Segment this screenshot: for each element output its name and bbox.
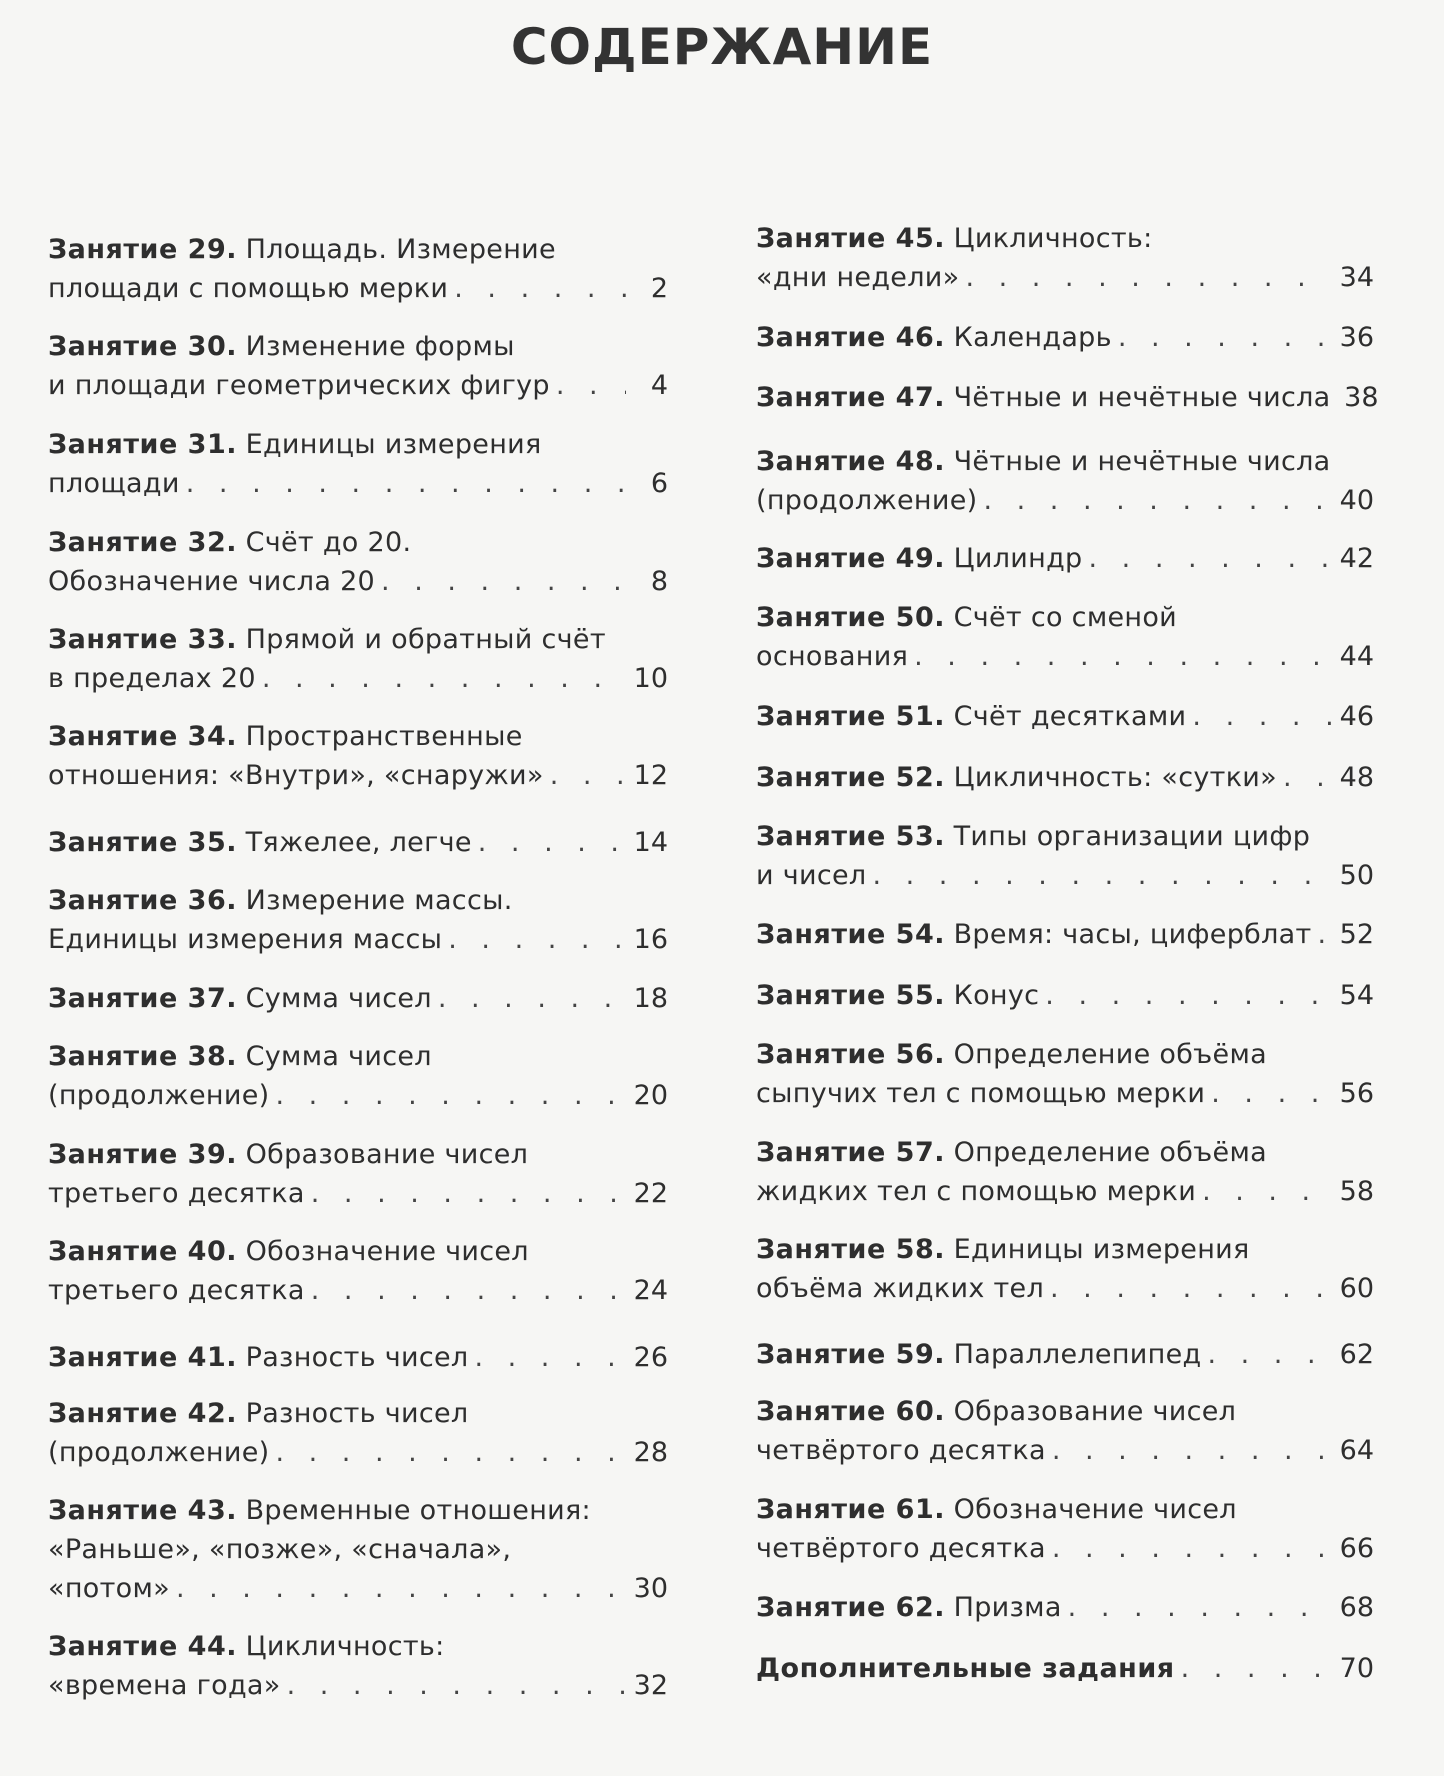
entry-title: Единицы измерения — [953, 1234, 1250, 1265]
entry-title: Временные отношения: — [245, 1495, 591, 1526]
toc-entry[interactable] — [756, 758, 1374, 797]
entry-page-number: 28 — [633, 1437, 668, 1468]
entry-page-number: 6 — [650, 468, 668, 499]
entry-title-continued: объёма жидких тел — [756, 1273, 1045, 1304]
leader-dots — [1202, 1172, 1332, 1211]
entry-line — [48, 979, 668, 1018]
entry-title: Сумма чисел — [245, 1041, 432, 1072]
leader-dots — [186, 464, 626, 503]
leader-dots — [474, 1338, 626, 1377]
entry-line — [48, 717, 668, 756]
entry-label: Занятие 39. — [48, 1139, 238, 1170]
entry-line — [48, 1076, 668, 1115]
toc-entry[interactable] — [756, 1649, 1374, 1688]
leader-dots — [438, 979, 626, 1018]
entry-title-continued: Обозначение числа 20 — [48, 566, 376, 597]
entry-label: Занятие 30. — [48, 331, 238, 362]
toc-entry[interactable] — [48, 1627, 668, 1705]
entry-title: Цикличность: «сутки» — [953, 762, 1277, 793]
entry-page-number: 26 — [633, 1342, 668, 1373]
leader-dots — [1088, 539, 1332, 578]
entry-page-number: 58 — [1339, 1176, 1374, 1207]
entry-label: Занятие 35. — [48, 827, 238, 858]
entry-label: Занятие 62. — [756, 1592, 946, 1623]
entry-line — [48, 1135, 668, 1174]
entry-line — [756, 915, 1374, 954]
entry-label: Занятие 60. — [756, 1396, 946, 1427]
toc-entry[interactable] — [48, 1037, 668, 1115]
entry-line — [48, 1338, 668, 1377]
toc-entry[interactable] — [756, 1490, 1374, 1568]
entry-line — [48, 1530, 668, 1569]
leader-dots — [550, 756, 626, 795]
toc-entry[interactable] — [48, 823, 668, 862]
entry-page-number: 42 — [1339, 543, 1374, 574]
entry-title-continued: четвёртого десятка — [756, 1435, 1046, 1466]
entry-label: Занятие 55. — [756, 980, 946, 1011]
entry-label: Занятие 54. — [756, 919, 946, 950]
entry-title: Прямой и обратный счёт — [245, 624, 606, 655]
toc-entry[interactable] — [756, 915, 1374, 954]
leader-dots — [176, 1569, 626, 1608]
leader-dots — [1181, 1649, 1332, 1688]
entry-title-continued: (продолжение) — [48, 1437, 270, 1468]
entry-line — [48, 881, 668, 920]
entry-title-continued: «дни недели» — [756, 262, 960, 293]
entry-page-number: 68 — [1339, 1592, 1374, 1623]
entry-line — [48, 1433, 668, 1472]
entry-label: Занятие 48. — [756, 446, 946, 477]
entry-label: Занятие 44. — [48, 1631, 238, 1662]
entry-page-number: 16 — [633, 924, 668, 955]
entry-page-number: 32 — [633, 1670, 668, 1701]
entry-line — [756, 758, 1374, 797]
entry-line — [756, 1588, 1374, 1627]
entry-title: Чётные и нечётные числа — [953, 382, 1331, 413]
entry-line — [756, 1431, 1374, 1470]
entry-title: Изменение формы — [245, 331, 515, 362]
toc-entry[interactable] — [756, 697, 1374, 736]
entry-label: Занятие 49. — [756, 543, 946, 574]
entry-title-continued: (продолжение) — [48, 1080, 270, 1111]
entry-title: Образование чисел — [953, 1396, 1237, 1427]
entry-line — [48, 1394, 668, 1433]
entry-label: Занятие 37. — [48, 983, 238, 1014]
entry-page-number: 30 — [633, 1573, 668, 1604]
entry-title: Пространственные — [245, 721, 523, 752]
entry-title-continued: и площади геометрических фигур — [48, 370, 550, 401]
entry-page-number: 2 — [650, 273, 668, 304]
toc-entry[interactable] — [48, 1394, 668, 1472]
entry-label: Занятие 53. — [756, 821, 946, 852]
entry-page-number: 54 — [1339, 980, 1374, 1011]
entry-page-number: 10 — [633, 663, 668, 694]
entry-line — [756, 1269, 1374, 1308]
leader-dots — [454, 269, 626, 308]
entry-label: Занятие 51. — [756, 701, 946, 732]
entry-title-continued: в пределах 20 — [48, 663, 256, 694]
entry-line — [756, 1649, 1374, 1688]
entry-line — [48, 562, 668, 601]
toc-entry[interactable] — [48, 230, 668, 308]
entry-line — [756, 856, 1374, 895]
leader-dots — [965, 258, 1332, 297]
entry-page-number: 66 — [1339, 1533, 1374, 1564]
entry-page-number: 40 — [1339, 485, 1374, 516]
entry-label: Занятие 41. — [48, 1342, 238, 1373]
entry-page-number: 14 — [633, 827, 668, 858]
leader-dots — [1118, 318, 1332, 357]
toc-entry[interactable] — [48, 327, 668, 405]
entry-page-number: 36 — [1339, 322, 1374, 353]
toc-entry[interactable] — [756, 1035, 1374, 1113]
entry-title-continued: площади с помощью мерки — [48, 273, 449, 304]
toc-entry[interactable] — [48, 717, 668, 795]
entry-line — [756, 258, 1374, 297]
entry-title: Цикличность: — [245, 1631, 445, 1662]
entry-label: Занятие 50. — [756, 602, 946, 633]
entry-page-number: 38 — [1344, 382, 1379, 413]
entry-label: Занятие 31. — [48, 429, 238, 460]
toc-entry[interactable] — [48, 1491, 668, 1608]
leader-dots — [1283, 758, 1332, 797]
entry-line — [756, 1074, 1374, 1113]
entry-line — [48, 230, 668, 269]
entry-label: Занятие 29. — [48, 234, 238, 265]
entry-page-number: 44 — [1339, 641, 1374, 672]
entry-title: Цикличность: — [953, 223, 1153, 254]
toc-entry[interactable] — [48, 1338, 668, 1377]
entry-label: Занятие 61. — [756, 1494, 946, 1525]
entry-label: Занятие 59. — [756, 1339, 946, 1370]
entry-page-number: 20 — [633, 1080, 668, 1111]
entry-line — [756, 481, 1374, 520]
entry-line — [48, 269, 668, 308]
toc-entry[interactable] — [48, 1135, 668, 1213]
leader-dots — [275, 1076, 626, 1115]
entry-page-number: 34 — [1339, 262, 1374, 293]
entry-title-continued: отношения: «Внутри», «снаружи» — [48, 760, 544, 791]
entry-label: Занятие 36. — [48, 885, 238, 916]
toc-entry[interactable] — [756, 817, 1374, 895]
leader-dots — [983, 481, 1332, 520]
entry-line — [48, 1666, 668, 1705]
entry-line — [756, 976, 1374, 1015]
toc-entry[interactable] — [756, 1133, 1374, 1211]
entry-line — [48, 823, 668, 862]
toc-entry[interactable] — [48, 620, 668, 698]
entry-title: Время: часы, циферблат — [953, 919, 1312, 950]
entry-title: Площадь. Измерение — [245, 234, 556, 265]
entry-line — [48, 1174, 668, 1213]
entry-label: Занятие 38. — [48, 1041, 238, 1072]
entry-label: Занятие 34. — [48, 721, 238, 752]
entry-page-number: 48 — [1339, 762, 1374, 793]
entry-title-continued: и чисел — [756, 860, 867, 891]
entry-line — [48, 327, 668, 366]
entry-page-number: 60 — [1339, 1273, 1374, 1304]
entry-line — [756, 598, 1374, 637]
entry-line — [48, 366, 668, 405]
entry-title: Измерение массы. — [245, 885, 513, 916]
leader-dots — [381, 562, 626, 601]
entry-page-number: 24 — [633, 1275, 668, 1306]
entry-title: Типы организации цифр — [953, 821, 1311, 852]
entry-title-continued: третьего десятка — [48, 1178, 305, 1209]
leader-dots — [311, 1271, 626, 1310]
entry-line — [756, 1392, 1374, 1431]
entry-title-continued: четвёртого десятка — [756, 1533, 1046, 1564]
entry-title: Сумма чисел — [245, 983, 432, 1014]
entry-title-continued: третьего десятка — [48, 1275, 305, 1306]
leader-dots — [556, 366, 626, 405]
entry-title: Тяжелее, легче — [245, 827, 472, 858]
entry-line — [756, 1133, 1374, 1172]
entry-page-number: 70 — [1339, 1653, 1374, 1684]
leader-dots — [1050, 1269, 1332, 1308]
entry-line — [48, 464, 668, 503]
entry-line — [48, 620, 668, 659]
entry-line — [756, 1035, 1374, 1074]
entry-label: Занятие 43. — [48, 1495, 238, 1526]
toc-entry[interactable] — [48, 425, 668, 503]
toc-entry[interactable] — [756, 1392, 1374, 1470]
toc-entry[interactable] — [756, 318, 1374, 357]
toc-entry[interactable] — [756, 1335, 1374, 1374]
leader-dots — [872, 856, 1332, 895]
entry-page-number: 56 — [1339, 1078, 1374, 1109]
entry-line — [756, 378, 1379, 417]
entry-title-continued: площади — [48, 468, 180, 499]
entry-line — [756, 1529, 1374, 1568]
entry-page-number: 64 — [1339, 1435, 1374, 1466]
entry-title-continued: «Раньше», «позже», «сначала», — [48, 1534, 512, 1565]
entry-page-number: 12 — [633, 760, 668, 791]
entry-label: Занятие 32. — [48, 527, 238, 558]
entry-line — [48, 1569, 668, 1608]
entry-title: Календарь — [953, 322, 1112, 353]
entry-line — [756, 1490, 1374, 1529]
entry-title: Призма — [953, 1592, 1062, 1623]
entry-line — [756, 539, 1374, 578]
entry-page-number: 46 — [1339, 701, 1374, 732]
leader-dots — [311, 1174, 626, 1213]
entry-line — [48, 1271, 668, 1310]
entry-label: Занятие 40. — [48, 1236, 238, 1267]
entry-title-continued: «времена года» — [48, 1670, 281, 1701]
entry-page-number: 22 — [633, 1178, 668, 1209]
entry-title-continued: Единицы измерения массы — [48, 924, 443, 955]
entry-line — [48, 1037, 668, 1076]
entry-title: Определение объёма — [953, 1137, 1267, 1168]
entry-label: Занятие 47. — [756, 382, 946, 413]
entry-label: Занятие 45. — [756, 223, 946, 254]
entry-line — [756, 219, 1374, 258]
leader-dots — [1192, 697, 1332, 736]
entry-title-continued: (продолжение) — [756, 485, 978, 516]
entry-line — [756, 637, 1374, 676]
entry-label: Дополнительные задания — [756, 1653, 1175, 1684]
entry-title: Счёт десятками — [953, 701, 1187, 732]
entry-label: Занятие 56. — [756, 1039, 946, 1070]
entry-title: Параллелепипед — [953, 1339, 1202, 1370]
entry-page-number: 52 — [1339, 919, 1374, 950]
entry-line — [756, 1230, 1374, 1269]
entry-line — [756, 318, 1374, 357]
leader-dots — [275, 1433, 626, 1472]
leader-dots — [1207, 1335, 1332, 1374]
entry-line — [48, 1627, 668, 1666]
page-title: СОДЕРЖАНИЕ — [510, 18, 934, 76]
entry-title-continued: жидких тел с помощью мерки — [756, 1176, 1197, 1207]
entry-title-continued: «потом» — [48, 1573, 170, 1604]
leader-dots — [262, 659, 626, 698]
leader-dots — [1068, 1588, 1332, 1627]
entry-line — [48, 756, 668, 795]
toc-entry[interactable] — [756, 976, 1374, 1015]
leader-dots — [478, 823, 626, 862]
entry-title: Конус — [953, 980, 1040, 1011]
entry-label: Занятие 33. — [48, 624, 238, 655]
toc-entry[interactable] — [48, 881, 668, 959]
toc-entry[interactable] — [756, 1230, 1374, 1308]
entry-title: Счёт со сменой — [953, 602, 1178, 633]
entry-title: Чётные и нечётные числа — [953, 446, 1331, 477]
entry-title: Разность чисел — [245, 1398, 469, 1429]
entry-line — [756, 442, 1374, 481]
toc-entry[interactable] — [756, 378, 1379, 417]
entry-title: Обозначение чисел — [953, 1494, 1237, 1525]
entry-line — [756, 817, 1374, 856]
leader-dots — [1052, 1431, 1332, 1470]
leader-dots — [448, 920, 626, 959]
entry-title: Разность чисел — [245, 1342, 469, 1373]
entry-line — [48, 1491, 668, 1530]
entry-title-continued: сыпучих тел с помощью мерки — [756, 1078, 1206, 1109]
entry-title: Определение объёма — [953, 1039, 1267, 1070]
leader-dots — [1211, 1074, 1332, 1113]
entry-line — [756, 697, 1374, 736]
leader-dots — [1318, 915, 1332, 954]
leader-dots — [914, 637, 1332, 676]
toc-entry[interactable] — [756, 442, 1374, 520]
leader-dots — [1052, 1529, 1332, 1568]
entry-title: Единицы измерения — [245, 429, 542, 460]
entry-line — [48, 523, 668, 562]
entry-label: Занятие 42. — [48, 1398, 238, 1429]
entry-title: Цилиндр — [953, 543, 1083, 574]
entry-line — [48, 1232, 668, 1271]
entry-page-number: 4 — [650, 370, 668, 401]
entry-line — [48, 659, 668, 698]
entry-page-number: 18 — [633, 983, 668, 1014]
toc-entry[interactable] — [756, 1588, 1374, 1627]
toc-entry[interactable] — [48, 979, 668, 1018]
entry-title-continued: основания — [756, 641, 909, 672]
entry-title: Обозначение чисел — [245, 1236, 529, 1267]
toc-entry[interactable] — [48, 523, 668, 601]
entry-page-number: 50 — [1339, 860, 1374, 891]
toc-entry[interactable] — [756, 219, 1374, 297]
toc-entry[interactable] — [756, 539, 1374, 578]
leader-dots — [1045, 976, 1332, 1015]
entry-label: Занятие 52. — [756, 762, 946, 793]
entry-page-number: 8 — [650, 566, 668, 597]
entry-page-number: 62 — [1339, 1339, 1374, 1370]
entry-line — [48, 425, 668, 464]
toc-entry[interactable] — [48, 1232, 668, 1310]
entry-line — [48, 920, 668, 959]
entry-title: Образование чисел — [245, 1139, 529, 1170]
toc-entry[interactable] — [756, 598, 1374, 676]
entry-title: Счёт до 20. — [245, 527, 412, 558]
entry-label: Занятие 57. — [756, 1137, 946, 1168]
entry-line — [756, 1335, 1374, 1374]
entry-label: Занятие 58. — [756, 1234, 946, 1265]
entry-line — [756, 1172, 1374, 1211]
entry-label: Занятие 46. — [756, 322, 946, 353]
leader-dots — [287, 1666, 626, 1705]
